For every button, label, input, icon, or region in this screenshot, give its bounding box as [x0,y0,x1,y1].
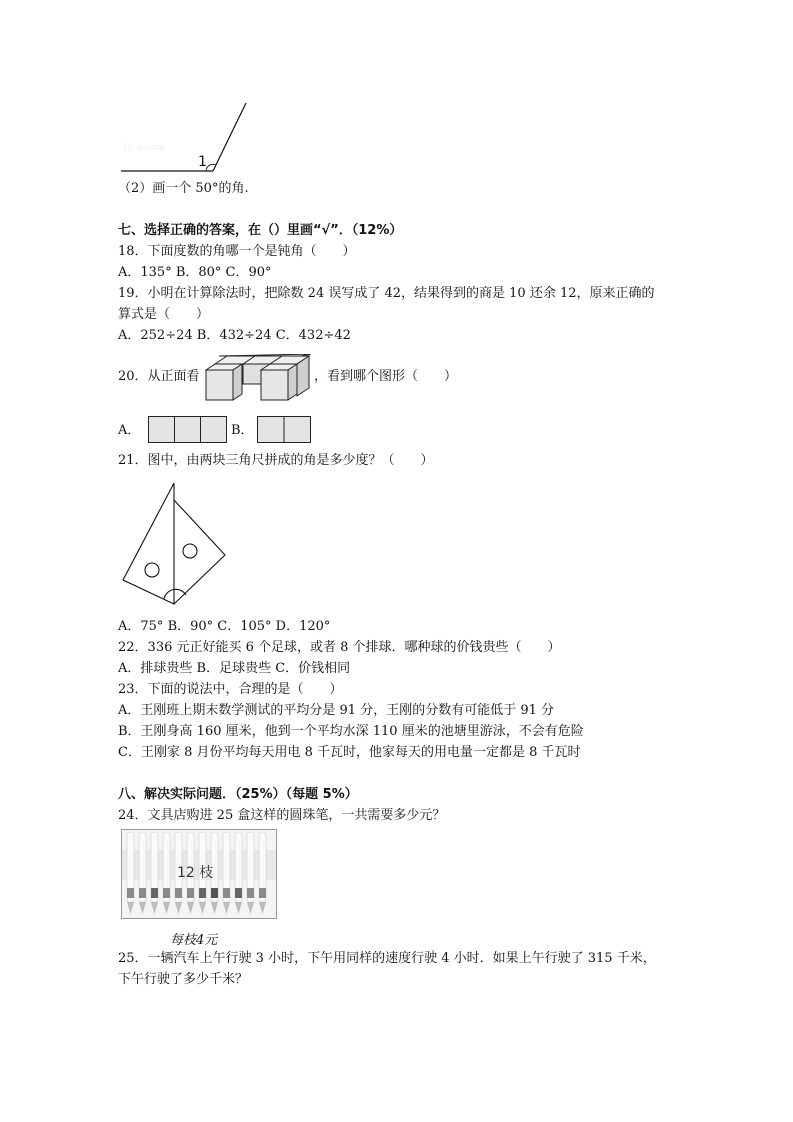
option-a-three-squares [148,416,228,444]
question-19-options: A．252÷24 B．432÷24 C．432÷42 [118,328,351,343]
question-22-options: A．排球贵些 B．足球贵些 C．价钱相同 [118,661,351,676]
question-20-option-b-label: B． [231,423,254,438]
angle-figure [118,100,258,175]
watermark: 1ycc.com [122,143,165,153]
section-8-title: 八、解决实际问题．（25%）（每题 5%） [118,787,358,802]
section-7-title: 七、选择正确的答案，在（）里画“√”．（12%） [118,223,403,238]
question-21-options: A．75° B．90° C．105° D．120° [118,619,331,634]
question-23: 23．下面的说法中，合理的是（ ） [118,682,343,697]
question-23-option-b: B．王刚身高 160 厘米，他到一个平均水深 110 厘米的池塘里游泳，不会有危险 [118,724,584,739]
question-20-suffix: ，看到哪个图形（ ） [314,369,458,384]
pen-box-count-label: 12 枝 [177,865,214,881]
angle-label: 1 [198,154,207,170]
question-24: 24．文具店购进 25 盒这样的圆珠笔，一共需要多少元？ [118,808,446,823]
question-23-option-c: C．王刚家 8 月份平均每天用电 8 千瓦时，他家每天的用电量一定都是 8 千瓦时 [118,745,581,760]
triangle-rulers-figure [118,480,228,610]
question-19-line2: 算式是（ ） [118,307,210,322]
question-20-option-a-label: A． [118,423,141,438]
question-18: 18．下面度数的角哪一个是钝角（ ） [118,244,356,259]
question-18-options: A．135° B．80° C．90° [118,265,272,280]
question-21: 21．图中，由两块三角尺拼成的角是多少度？（ ） [118,453,434,468]
question-25-line1: 25．一辆汽车上午行驶 3 小时，下午用同样的速度行驶 4 小时．如果上午行驶了 315 千米， [118,951,656,966]
q17-part2: （2）画一个 50°的角. [118,181,249,196]
question-19-line1: 19．小明在计算除法时，把除数 24 误写成了 42，结果得到的商是 10 还余 12，原来正确的 [118,286,655,301]
question-20-prefix: 20．从正面看 [118,369,200,384]
question-23-option-a: A．王刚班上期末数学测试的平均分是 91 分，王刚的分数有可能低于 91 分 [118,703,555,718]
question-25-line2: 下午行驶了多少千米？ [118,972,249,987]
option-b-two-squares [257,416,312,444]
pen-price-label: 每枝4元 [170,933,218,948]
cube-figure [205,354,313,402]
question-22: 22．336 元正好能买 6 个足球，或者 8 个排球．哪种球的价钱贵些（ ） [118,640,561,655]
